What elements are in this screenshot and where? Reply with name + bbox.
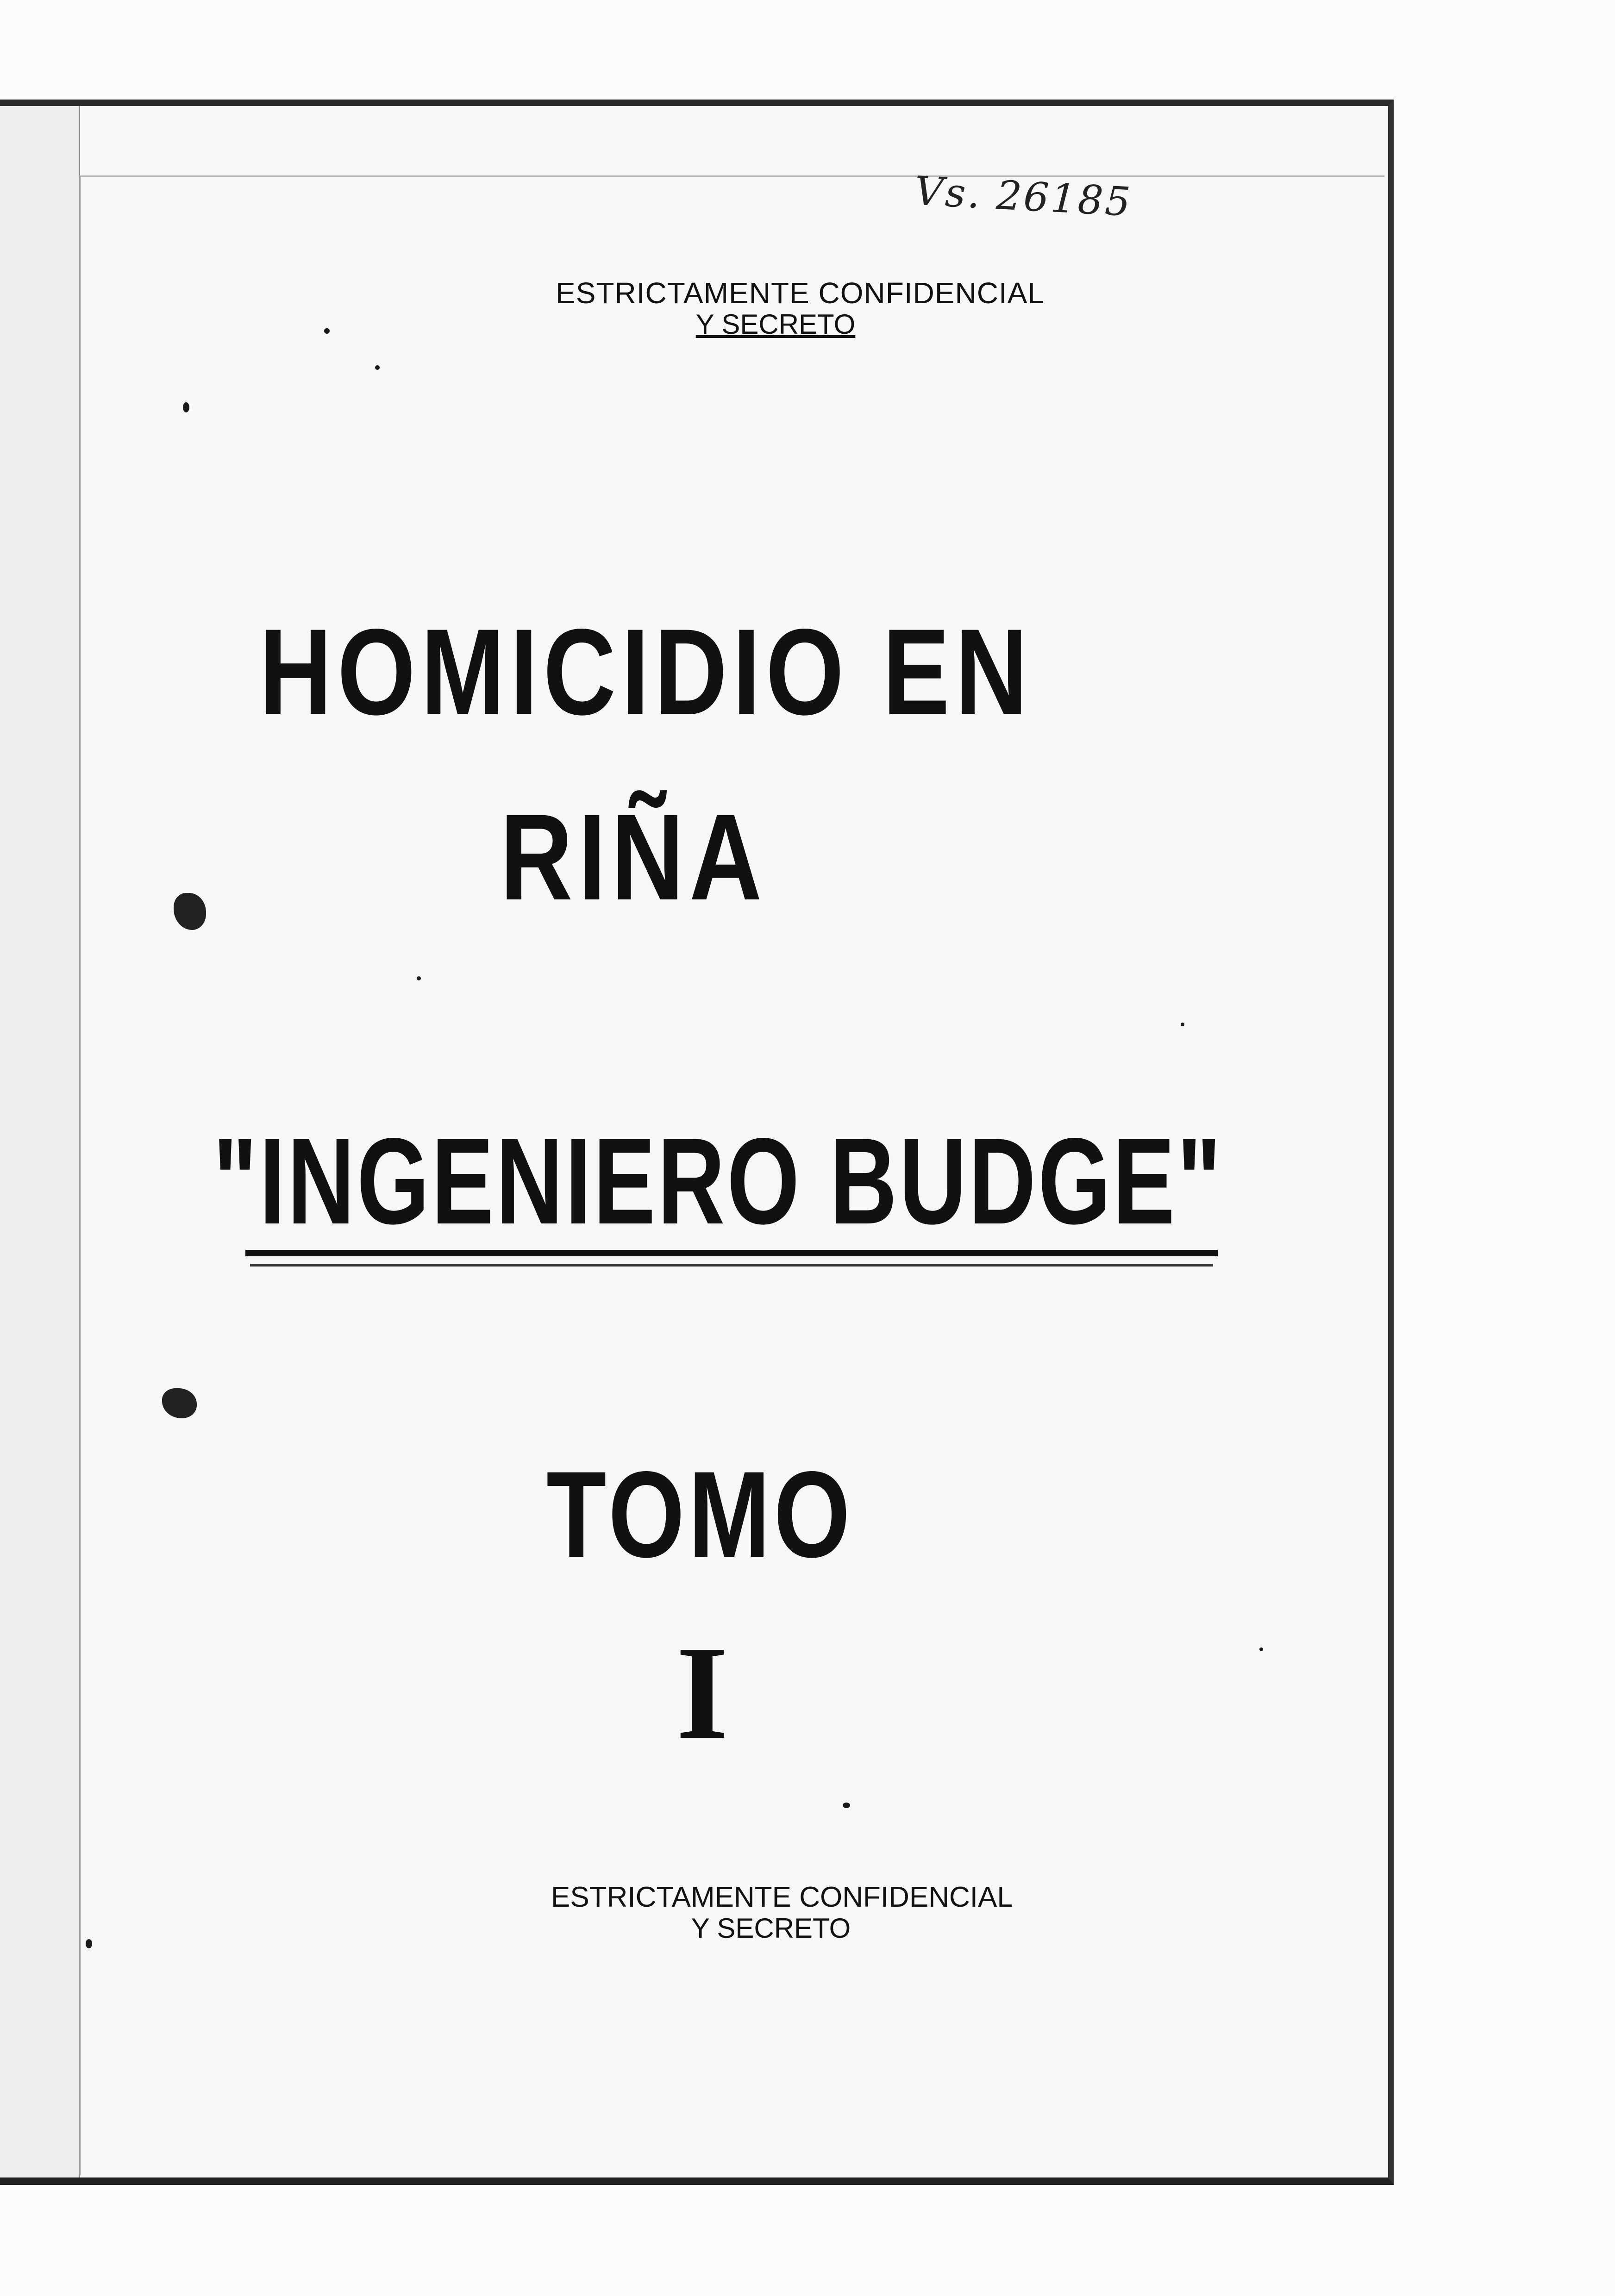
confidential-stamp-top xyxy=(556,276,1045,340)
scan-speck xyxy=(1259,1647,1263,1651)
title-line-1: HOMICIDIO EN xyxy=(259,604,1033,741)
scan-speck xyxy=(375,365,380,370)
stamp-top-line2: Y SECRETO xyxy=(695,309,856,340)
scan-speck xyxy=(417,976,421,980)
scan-speck xyxy=(183,402,189,412)
scan-speck xyxy=(324,328,330,334)
scan-speck xyxy=(843,1803,850,1808)
folder-flap xyxy=(0,106,80,2177)
handwritten-reference-number: Vs. 26185 xyxy=(913,168,1133,226)
subject-underline-secondary xyxy=(250,1264,1213,1267)
subject-underline xyxy=(245,1250,1218,1256)
volume-label: TOMO xyxy=(546,1446,854,1583)
stamp-top-line1: ESTRICTAMENTE CONFIDENCIAL xyxy=(556,276,1045,310)
scan-speck xyxy=(86,1939,92,1948)
volume-number: I xyxy=(676,1618,728,1767)
stamp-bottom-line2: Y SECRETO xyxy=(691,1913,851,1944)
scan-speck xyxy=(1181,1023,1184,1026)
stamp-bottom-line1: ESTRICTAMENTE CONFIDENCIAL xyxy=(551,1881,1013,1913)
title-line-2: RIÑA xyxy=(500,789,768,926)
confidential-stamp-bottom xyxy=(551,1881,1013,1944)
case-subject: "INGENIERO BUDGE" xyxy=(213,1113,1223,1250)
